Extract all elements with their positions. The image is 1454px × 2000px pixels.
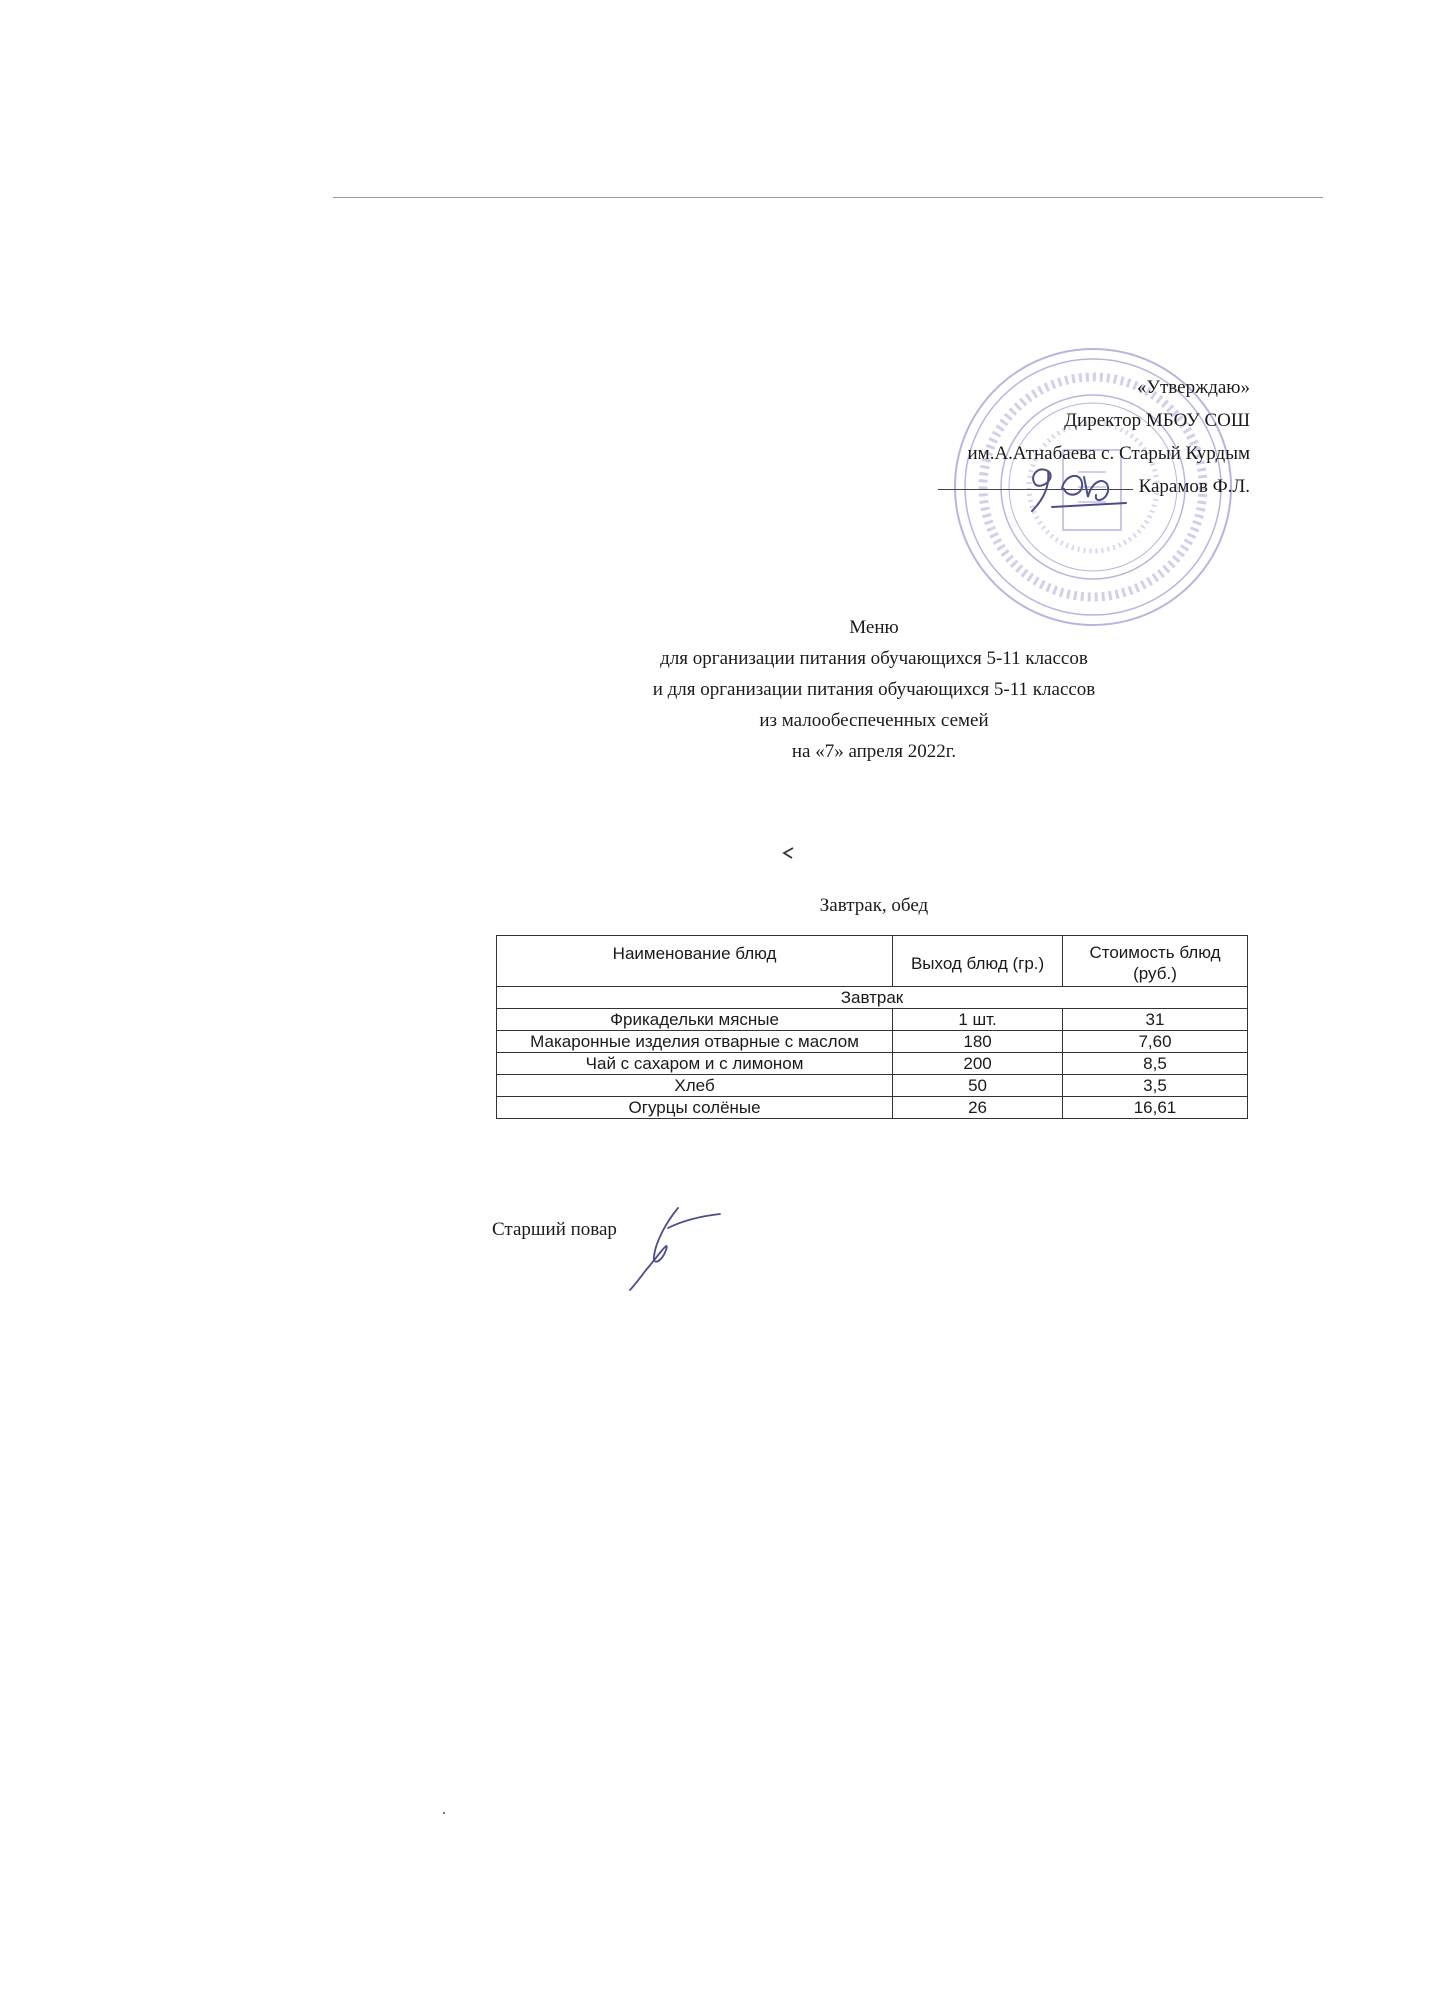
heading-line-3: и для организации питания обучающихся 5-11 классов xyxy=(652,679,1096,700)
meal-caption: Завтрак, обед xyxy=(819,895,929,916)
header-price: Стоимость блюд (руб.) xyxy=(1063,936,1248,987)
dish-price: 31 xyxy=(1063,1009,1248,1031)
heading-title: Меню xyxy=(849,617,899,638)
heading-line-4: из малообеспеченных семей xyxy=(759,710,989,731)
pen-mark-icon xyxy=(781,846,795,860)
dish-name: Огурцы солёные xyxy=(497,1097,893,1119)
heading-line-2: для организации питания обучающихся 5-11 классов xyxy=(660,648,1088,669)
heading-date: на «7» апреля 2022г. xyxy=(791,741,957,762)
table-row xyxy=(497,1031,1248,1053)
dish-name: Хлеб xyxy=(497,1075,893,1097)
top-divider xyxy=(333,197,1323,198)
header-portion: Выход блюд (гр.) xyxy=(893,936,1063,987)
approval-school: им.А.Атнабаева с. Старый Курдым xyxy=(967,443,1250,464)
dish-price: 3,5 xyxy=(1063,1075,1248,1097)
dish-name: Макаронные изделия отварные с маслом xyxy=(497,1031,893,1053)
table-section-row xyxy=(497,987,1248,1009)
dish-price: 8,5 xyxy=(1063,1053,1248,1075)
chef-label: Старший повар xyxy=(492,1219,617,1240)
section-breakfast: Завтрак xyxy=(497,987,1248,1009)
table-row xyxy=(497,1075,1248,1097)
approval-title: «Утверждаю» xyxy=(1137,377,1250,398)
approval-position: Директор МБОУ СОШ xyxy=(1064,410,1250,431)
dish-portion: 1 шт. xyxy=(893,1009,1063,1031)
dish-price: 7,60 xyxy=(1063,1031,1248,1053)
table-header-row xyxy=(497,936,1248,987)
dish-name: Чай с сахаром и с лимоном xyxy=(497,1053,893,1075)
dish-portion: 50 xyxy=(893,1075,1063,1097)
scan-speck xyxy=(443,1812,445,1814)
director-signature-icon xyxy=(1022,455,1132,525)
dish-portion: 200 xyxy=(893,1053,1063,1075)
dish-portion: 26 xyxy=(893,1097,1063,1119)
header-dish-name: Наименование блюд xyxy=(497,936,893,987)
chef-signature-icon xyxy=(628,1200,723,1292)
document-heading xyxy=(0,612,1454,767)
table-row xyxy=(497,1097,1248,1119)
menu-table xyxy=(496,935,1248,1119)
table-row xyxy=(497,1053,1248,1075)
dish-price: 16,61 xyxy=(1063,1097,1248,1119)
director-name: Карамов Ф.Л. xyxy=(1138,476,1250,497)
table-row xyxy=(497,1009,1248,1031)
dish-portion: 180 xyxy=(893,1031,1063,1053)
dish-name: Фрикадельки мясные xyxy=(497,1009,893,1031)
